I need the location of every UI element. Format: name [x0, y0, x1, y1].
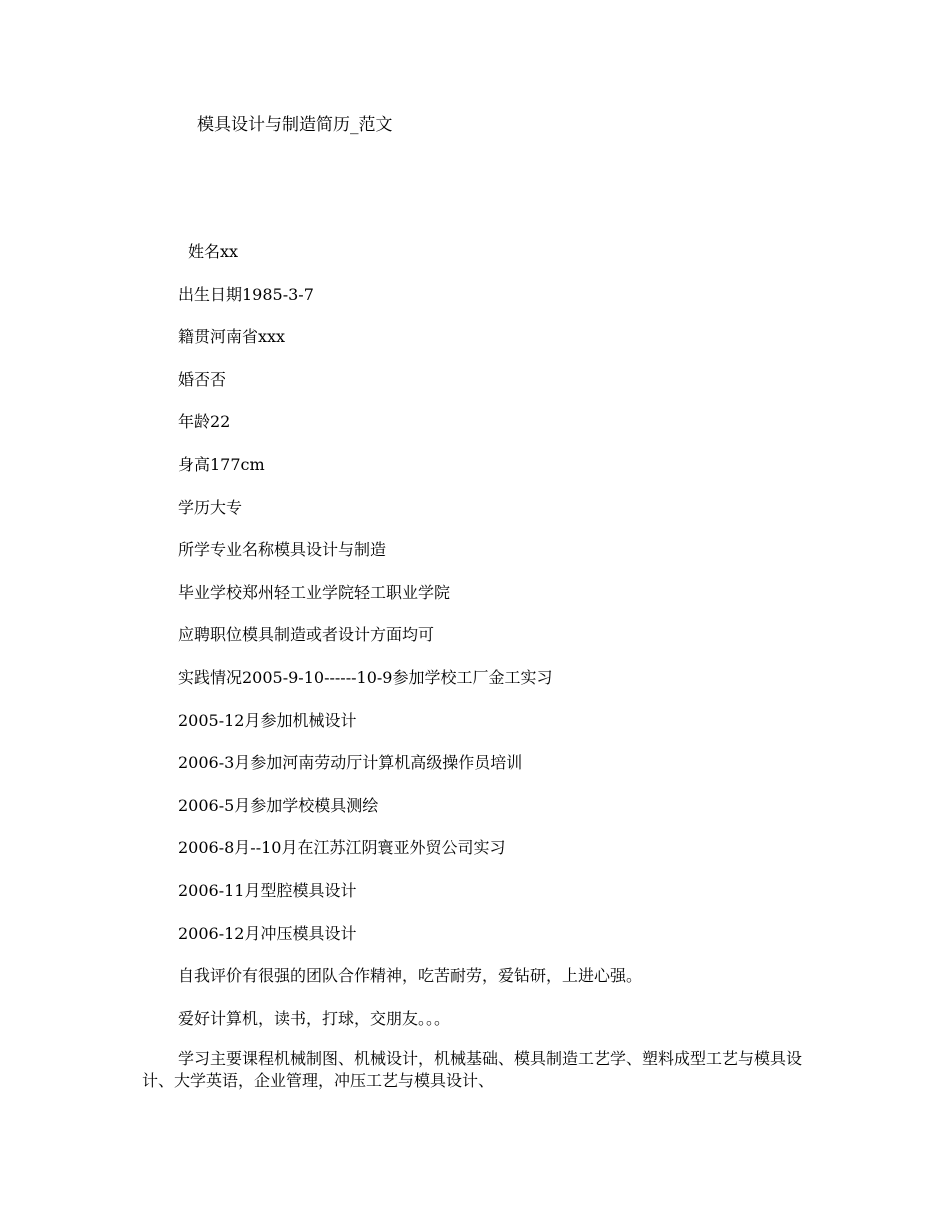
field-marital-status: 婚否否	[178, 369, 227, 389]
practice-item: 2006-12月冲压模具设计	[178, 923, 357, 943]
field-position: 应聘职位模具制造或者设计方面均可	[178, 625, 435, 645]
field-height: 身高177cm	[178, 454, 265, 474]
field-age: 年龄22	[178, 412, 231, 432]
practice-item: 2006-5月参加学校模具测绘	[178, 795, 379, 815]
field-name: 姓名xx	[188, 242, 239, 261]
field-native-place: 籍贯河南省xxx	[178, 327, 286, 347]
field-major: 所学专业名称模具设计与制造	[178, 540, 387, 560]
practice-item: 2006-11月型腔模具设计	[178, 880, 357, 900]
field-education: 学历大专	[178, 497, 243, 517]
practice-item: 2006-3月参加河南劳动厅计算机高级操作员培训	[178, 753, 523, 773]
field-school: 毕业学校郑州轻工业学院轻工职业学院	[178, 582, 451, 602]
courses-paragraph: 学习主要课程机械制图、机械设计，机械基础、模具制造工艺学、塑料成型工艺与模具设计、大学英语，企业管理，冲压工艺与模具设计、	[142, 1049, 803, 1090]
resume-fields	[178, 240, 858, 1049]
field-hobbies: 爱好计算机，读书，打球，交朋友。。。	[178, 1008, 451, 1028]
field-self-evaluation: 自我评价有很强的团队合作精神，吃苦耐劳，爱钻研，上进心强。	[178, 966, 643, 986]
field-birth-date: 出生日期1985-3-7	[178, 284, 314, 304]
practice-item: 2005-12月参加机械设计	[178, 710, 357, 730]
practice-item: 2006-8月--10月在江苏江阴寰亚外贸公司实习	[178, 838, 506, 858]
field-practice: 实践情况2005-9-10------10-9参加学校工厂金工实习	[178, 667, 553, 687]
document-title: 模具设计与制造简历_范文	[197, 115, 393, 135]
